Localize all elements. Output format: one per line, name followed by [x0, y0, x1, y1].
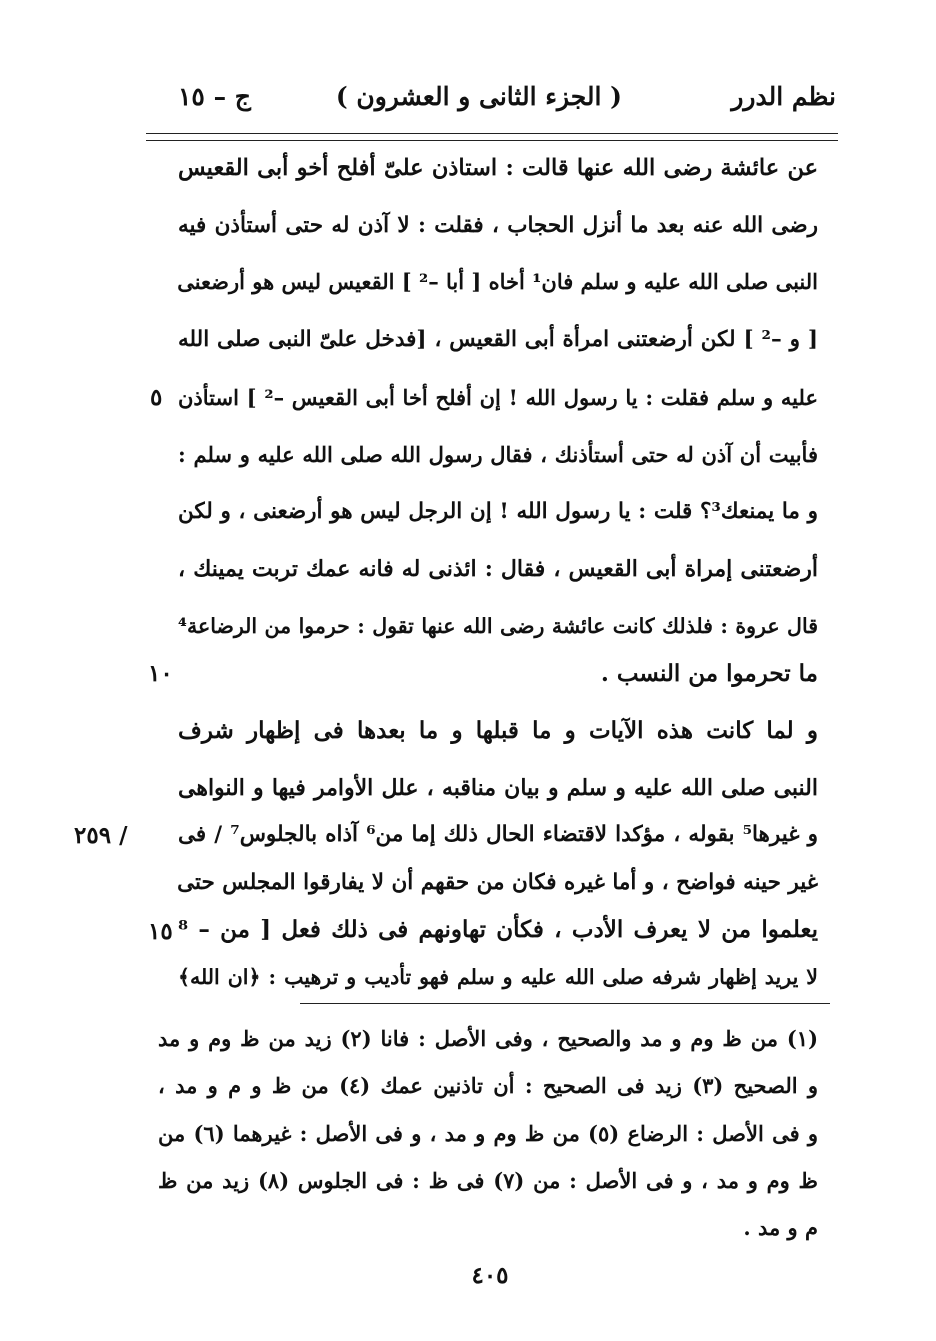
margin-folio-number: / ٢٥٩ — [74, 822, 128, 849]
footnote-line: و فى الأصل : الرضاع (٥) من ظ وم و مد ، و فى الأصل : غيرهما (٦) من — [158, 1121, 818, 1146]
running-header-part: ( الجزء الثانى و العشرون ) — [335, 82, 622, 111]
footnote-line: (١) من ظ وم و مد والصحيح ، وفى الأصل : فانا (٢) زيد من ظ وم و مد — [158, 1026, 818, 1051]
body-line: لا يريد إظهار شرفه صلى الله عليه و سلم فهو تأديب و ترهيب : ﴿ان الله﴾ — [178, 965, 818, 989]
header-rule-top — [146, 133, 838, 134]
footnote-line: و الصحيح (٣) زيد فى الصحيح : أن تاذنين عمك (٤) من ظ و م و مد ، — [158, 1073, 818, 1098]
body-line: أرضعتنى إمراة أبى القعيس ، فقال : ائذنى له فانه عمك تربت يمينك ، — [178, 556, 818, 582]
footnote-rule — [300, 1003, 830, 1004]
margin-line-number: ١٥ — [148, 918, 173, 945]
margin-line-number: ٥ — [150, 384, 163, 411]
body-line: و ما يمنعك³؟ قلت : يا رسول الله ! إن الرجل ليس هو أرضعنى ، و لكن — [178, 499, 818, 524]
body-line: فأبيت أن آذن له حتى أستأذنك ، فقال رسول الله صلى الله عليه و سلم : — [178, 442, 818, 467]
body-line: [ و –² ] لكن أرضعتنى امرأة أبى القعيس ، [فدخل علىّ النبى صلى الله — [178, 327, 818, 352]
body-line: و غيرها⁵ بقوله ، مؤكدا لاقتضاء الحال ذلك إما من⁶ آذاه بالجلوس⁷ / فى — [178, 822, 818, 847]
page-number: ٤٠٥ — [471, 1262, 509, 1289]
footnote-line: م و مد . — [743, 1215, 818, 1240]
running-header-title: نظم الدرر — [731, 82, 836, 111]
margin-line-number: ١٠ — [148, 660, 173, 687]
body-line: يعلموا من لا يعرف الأدب ، فكأن تهاونهم فى ذلك فعل [ من – ⁸ — [178, 916, 818, 943]
body-line: النبى صلى الله عليه و سلم و بيان مناقبه ، علل الأوامر فيها و النواهى — [178, 775, 818, 801]
running-header-chapter: ج – ١٥ — [178, 82, 251, 111]
body-line: قال عروة : فلذلك كانت عائشة رضى الله عنها تقول : حرموا من الرضاعة⁴ — [178, 614, 818, 638]
body-line: النبى صلى الله عليه و سلم فان¹ أخاه [ أبا –² ] القعيس ليس هو أرضعنى — [177, 269, 818, 294]
body-line: و لما كانت هذه الآيات و ما قبلها و ما بعدها فى إظهار شرف — [178, 717, 818, 744]
body-line: عن عائشة رضى الله عنها قالت : استاذن علىّ أفلح أخو أبى القعيس — [178, 155, 818, 181]
body-line: عليه و سلم فقلت : يا رسول الله ! إن أفلح أخا أبى القعيس –² ] استأذن — [178, 385, 819, 410]
body-line: رضى الله عنه بعد ما أنزل الحجاب ، فقلت : لا آذن له حتى أستأذن فيه — [178, 213, 818, 238]
header-rule-bottom — [146, 140, 838, 141]
footnote-line: ظ وم و مد ، و فى الأصل : من (٧) فى ظ : فى الجلوس (٨) زيد من ظ — [158, 1168, 818, 1193]
body-line: ما تحرموا من النسب . — [600, 660, 818, 687]
body-line: غير حينه فواضح ، و أما غيره فكان من حقهم أن لا يفارقوا المجلس حتى — [177, 870, 818, 895]
